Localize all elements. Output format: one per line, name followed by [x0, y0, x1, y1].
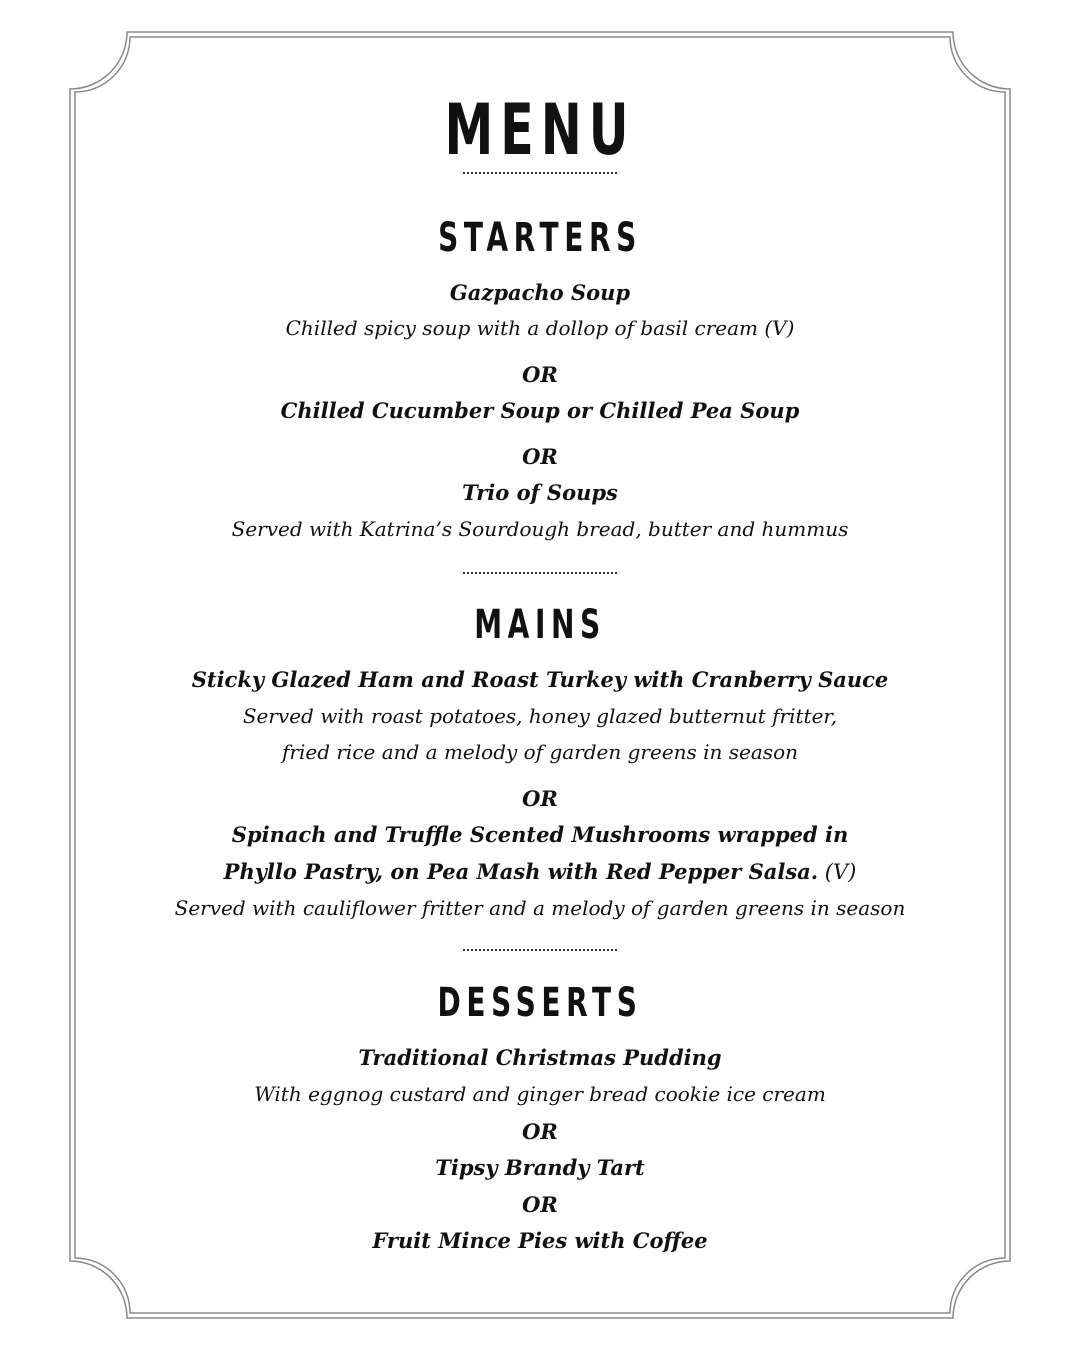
menu-title: MENU — [444, 89, 636, 171]
dessert-item-description: With eggnog custard and ginger bread cookie ice cream — [254, 1082, 826, 1106]
or-separator: OR — [522, 1192, 558, 1217]
main-item-name: Sticky Glazed Ham and Roast Turkey with Cranberry Sauce — [191, 667, 889, 692]
starter-item-name: Gazpacho Soup — [449, 280, 631, 305]
main-item-description: fried rice and a melody of garden greens in season — [282, 740, 798, 764]
main-item-name-text: Phyllo Pastry, on Pea Mash with Red Pepper Salsa. — [223, 859, 819, 884]
starter-item-name: Chilled Cucumber Soup or Chilled Pea Soup — [280, 398, 800, 423]
or-separator: OR — [522, 1119, 558, 1144]
or-separator: OR — [522, 444, 558, 469]
starter-item-description: Served with Katrina’s Sourdough bread, butter and hummus — [231, 517, 849, 541]
dessert-item-name: Traditional Christmas Pudding — [358, 1045, 722, 1070]
starters-heading: STARTERS — [438, 215, 642, 261]
desserts-heading: DESSERTS — [437, 980, 643, 1026]
section-divider — [463, 572, 617, 574]
main-item-description: Served with roast potatoes, honey glazed butternut fritter, — [242, 704, 838, 728]
or-separator: OR — [522, 362, 558, 387]
main-item-name — [0, 861, 1080, 883]
title-divider — [463, 172, 617, 174]
mains-heading: MAINS — [474, 602, 606, 648]
starter-item-description: Chilled spicy soup with a dollop of basil cream (V) — [285, 316, 795, 340]
starter-item-name: Trio of Soups — [462, 480, 618, 505]
main-item-description: Served with cauliflower fritter and a melody of garden greens in season — [174, 896, 906, 920]
main-item-name: Spinach and Truffle Scented Mushrooms wrapped in — [231, 822, 849, 847]
section-divider — [463, 949, 617, 951]
vegetarian-marker: (V) — [818, 860, 857, 884]
dessert-item-name: Fruit Mince Pies with Coffee — [372, 1228, 708, 1253]
or-separator: OR — [522, 786, 558, 811]
dessert-item-name: Tipsy Brandy Tart — [435, 1155, 645, 1180]
